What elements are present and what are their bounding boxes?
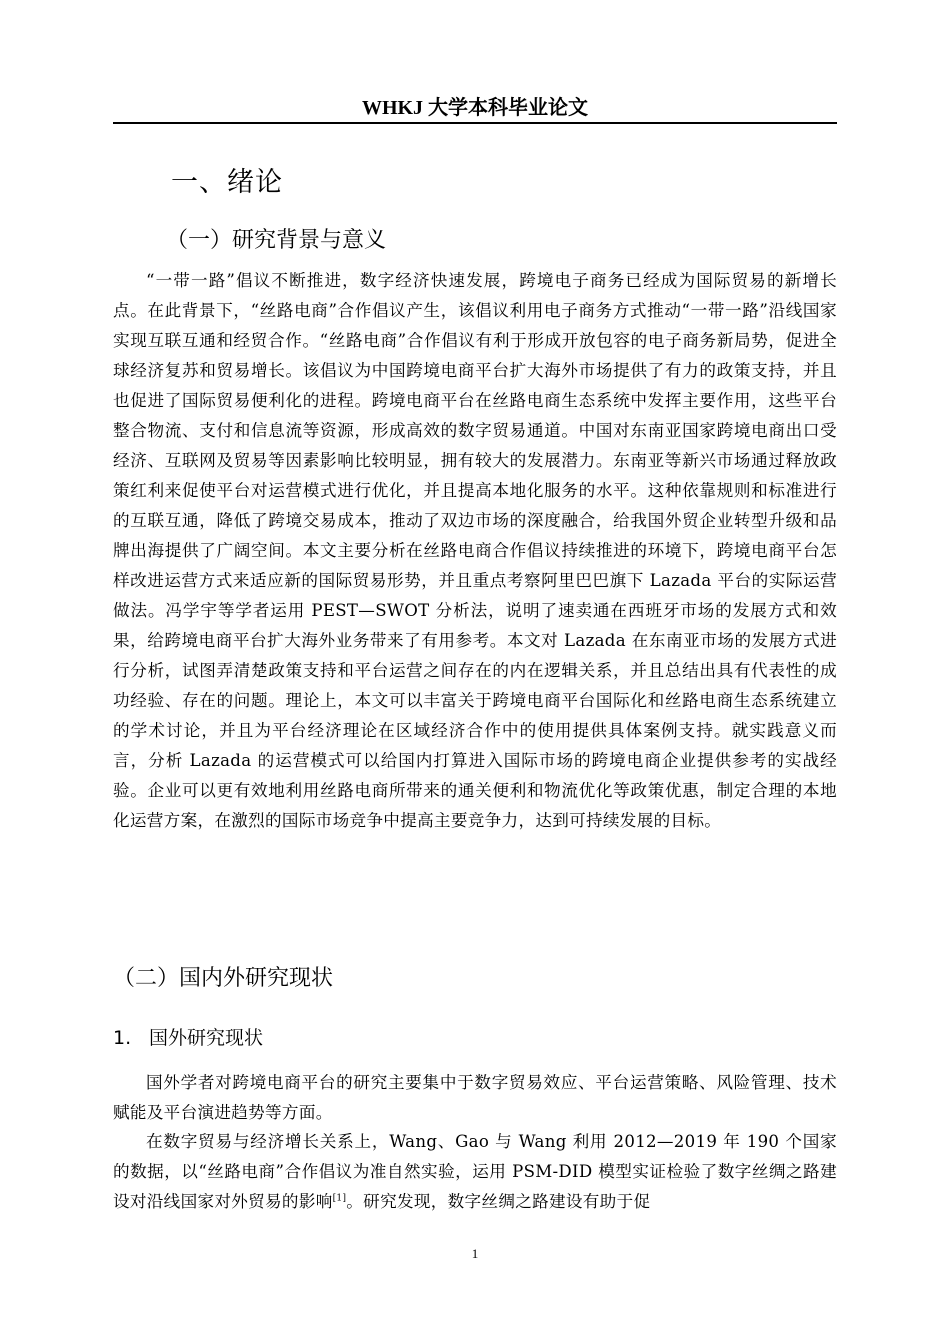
- page-number: 1: [471, 1246, 479, 1261]
- paragraph-foreign-trade: [113, 1127, 837, 1217]
- citation-ref[interactable]: [1]: [332, 1193, 347, 1204]
- subsection-number: 1.: [113, 1027, 132, 1049]
- running-header: WHKJ 大学本科毕业论文: [361, 97, 589, 119]
- section-heading-background: （一）研究背景与意义: [166, 228, 387, 253]
- subsection-title: 国外研究现状: [149, 1027, 264, 1049]
- header-rule: [113, 122, 837, 124]
- chapter-title: 一、绪论: [171, 167, 283, 198]
- subsection-heading-foreign: [113, 1024, 263, 1052]
- section-heading-research-status: （二）国内外研究现状: [113, 966, 334, 991]
- paragraph-text-tail: 。研究发现，数字丝绸之路建设有助于促: [346, 1192, 651, 1211]
- paragraph-foreign-intro: 国外学者对跨境电商平台的研究主要集中于数字贸易效应、平台运营策略、风险管理、技术赋能及平台演进趋势等方面。: [113, 1073, 837, 1122]
- paragraph-text: 在数字贸易与经济增长关系上，Wang、Gao 与 Wang 利用 2012—2019 年 190 个国家的数据，以“丝路电商”合作倡议为准自然实验，运用 PSM-DID 模型实证检验了数字丝绸之路建设对沿线国家对外贸易的影响: [113, 1132, 837, 1211]
- paragraph-background: “一带一路”倡议不断推进，数字经济快速发展，跨境电子商务已经成为国际贸易的新增长点。在此背景下，“丝路电商”合作倡议产生，该倡议利用电子商务方式推动“一带一路”沿线国家实现互联互通和经贸合作。“丝路电商”合作倡议有利于形成开放包容的电子商务新局势，促进全球经济复苏和贸易增长。该倡议为中国跨境电商平台扩大海外市场提供了有力的政策支持，并且也促进了国际贸易便利化的进程。跨境电商平台在丝路电商生态系统中发挥主要作用，这些平台整合物流、支付和信息流等资源，形成高效的数字贸易通道。中国对东南亚国家跨境电商出口受经济、互联网及贸易等因素影响比较明显，拥有较大的发展潜力。东南亚等新兴市场通过释放政策红利来促使平台对运营模式进行优化，并且提高本地化服务的水平。这种依靠规则和标准进行的互联互通，降低了跨境交易成本，推动了双边市场的深度融合，给我国外贸企业转型升级和品牌出海提供了广阔空间。本文主要分析在丝路电商合作倡议持续推进的环境下，跨境电商平台怎样改进运营方式来适应新的国际贸易形势，并且重点考察阿里巴巴旗下 Lazada 平台的实际运营做法。冯学宇等学者运用 PEST—SWOT 分析法，说明了速卖通在西班牙市场的发展方式和效果，给跨境电商平台扩大海外业务带来了有用参考。本文对 Lazada 在东南亚市场的发展方式进行分析，试图弄清楚政策支持和平台运营之间存在的内在逻辑关系，并且总结出具有代表性的成功经验、存在的问题。理论上，本文可以丰富关于跨境电商平台国际化和丝路电商生态系统建立的学术讨论，并且为平台经济理论在区域经济合作中的使用提供具体案例支持。就实践意义而言，分析 Lazada 的运营模式可以给国内打算进入国际市场的跨境电商企业提供参考的实战经验。企业可以更有效地利用丝路电商所带来的通关便利和物流优化等政策优惠，制定合理的本地化运营方案，在激烈的国际市场竞争中提高主要竞争力，达到可持续发展的目标。: [113, 271, 837, 830]
